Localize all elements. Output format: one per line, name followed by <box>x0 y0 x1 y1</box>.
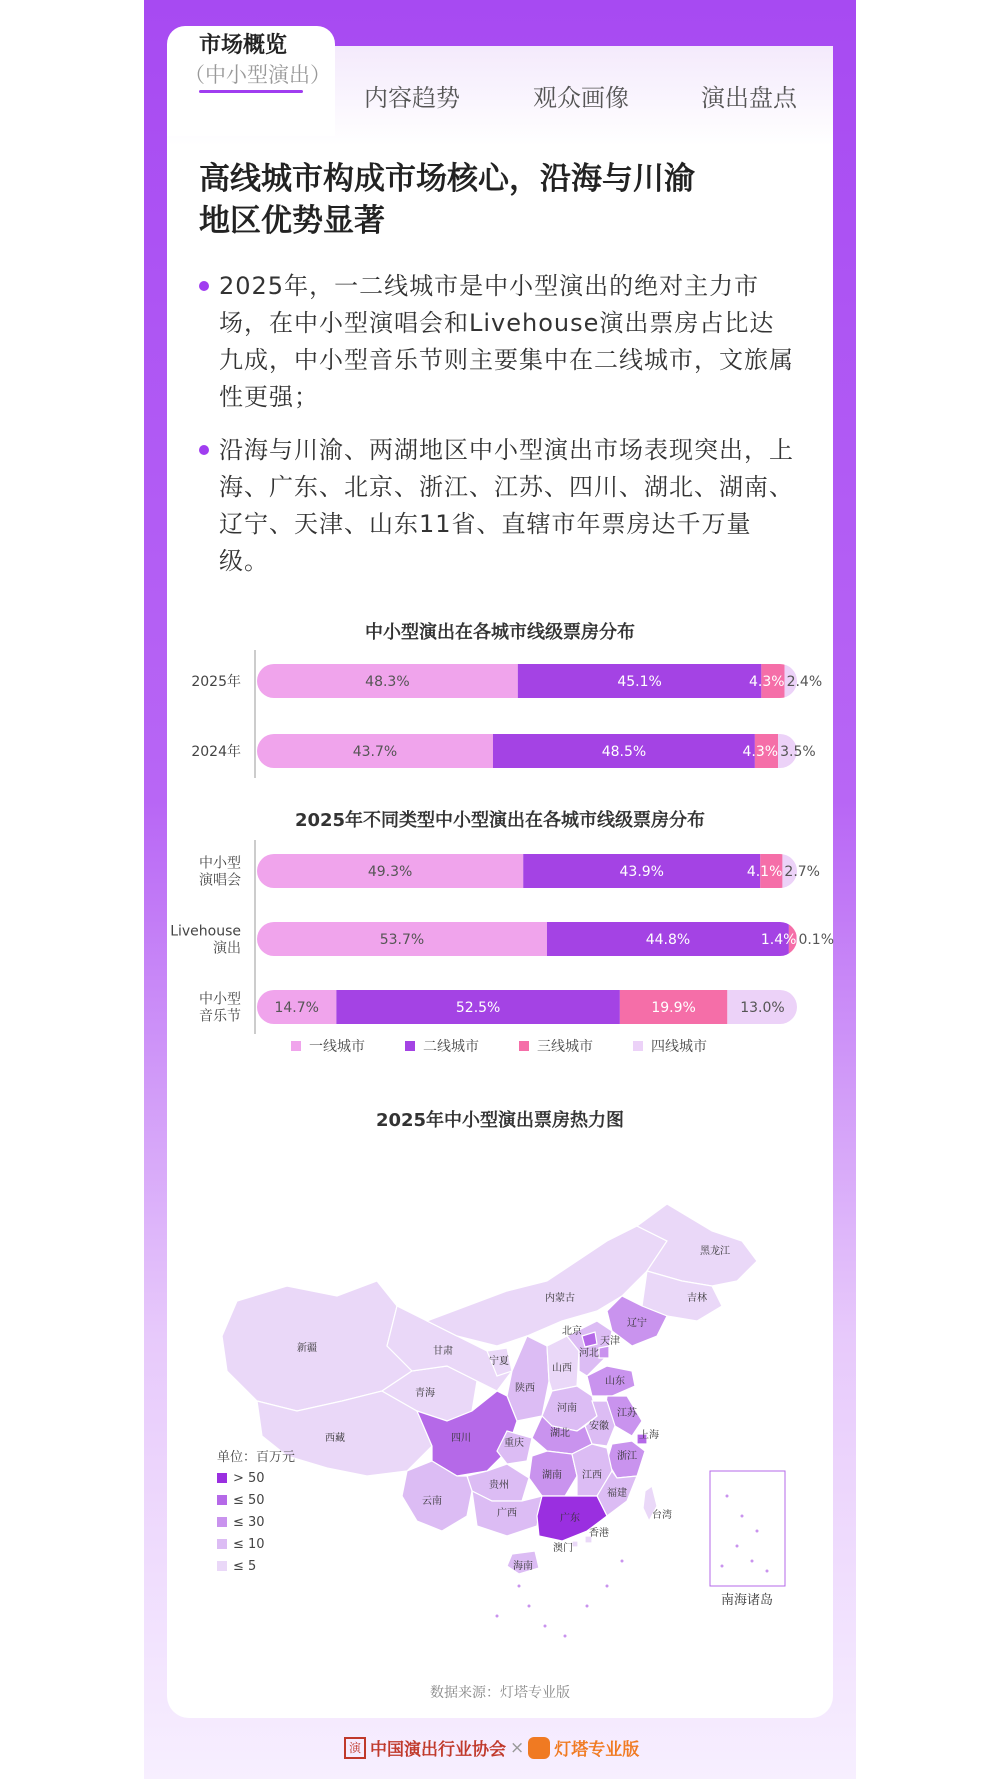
map-label: 天津 <box>600 1336 620 1347</box>
island-dot <box>741 1515 744 1518</box>
chart-title: 2025年中小型演出票房热力图 <box>375 1110 625 1131</box>
chart-title: 中小型演出在各城市线级票房分布 <box>365 622 635 643</box>
category-label: 音乐节 <box>199 1008 241 1025</box>
map-region-陕西 <box>507 1336 549 1421</box>
data-label: 48.3% <box>365 674 410 690</box>
data-label: 3.5% <box>780 744 816 760</box>
map-label: 河南 <box>557 1403 577 1414</box>
island-dot <box>736 1545 739 1548</box>
page-title <box>199 158 799 242</box>
map-label: 香港 <box>589 1528 609 1539</box>
tab-label: 市场概览 <box>199 33 288 58</box>
data-label: 4.3% <box>749 674 785 690</box>
data-label: 43.9% <box>619 864 664 880</box>
tab-market-overview[interactable] <box>167 26 335 136</box>
legend-label: ≤ 5 <box>233 1559 257 1574</box>
island-dot <box>518 1585 521 1588</box>
map-label: 北京 <box>562 1326 582 1337</box>
map-legend-item <box>217 1471 295 1493</box>
map-label: 河北 <box>579 1348 599 1359</box>
data-source: 数据来源：灯塔专业版 <box>430 1685 570 1701</box>
category-label: 中小型 <box>199 855 241 872</box>
bullet-text: 沿海与川渝、两湖地区中小型演出市场表现突出，上海、广东、北京、浙江、江苏、四川、湖北、湖南、辽宁、天津、山东11省、直辖市年票房达千万量级。 <box>219 436 794 575</box>
map-legend-item <box>217 1515 295 1537</box>
map-legend-item <box>217 1537 295 1559</box>
tab-content-trends[interactable]: 内容趋势 <box>364 84 460 112</box>
legend-label: ≤ 50 <box>233 1493 265 1508</box>
active-tab-indicator <box>199 90 303 93</box>
legend-swatch <box>217 1495 227 1505</box>
bar-row <box>257 734 797 768</box>
island-dot <box>726 1495 729 1498</box>
data-label: 4.1% <box>746 864 783 880</box>
island-dot <box>756 1530 759 1533</box>
legend-swatch <box>217 1473 227 1483</box>
legend-label: 一线城市 <box>309 1039 365 1055</box>
data-label: 14.7% <box>274 1000 319 1016</box>
map-label: 浙江 <box>617 1451 637 1462</box>
map-label: 广西 <box>497 1508 517 1519</box>
legend-swatch <box>217 1539 227 1549</box>
title-line: 高线城市构成市场核心，沿海与川渝 <box>199 161 695 197</box>
legend-swatch <box>519 1041 529 1051</box>
map-label: 贵州 <box>489 1480 509 1491</box>
association-name: 中国演出行业协会 <box>370 1740 506 1760</box>
bullet-dot-icon <box>199 281 209 291</box>
legend-label: > 50 <box>233 1471 265 1486</box>
map-label: 湖南 <box>542 1470 562 1481</box>
title-line: 地区优势显著 <box>199 203 385 239</box>
legend-item <box>291 1036 365 1056</box>
legend-swatch <box>217 1517 227 1527</box>
data-label: 49.3% <box>367 864 413 880</box>
map-label: 宁夏 <box>489 1356 509 1367</box>
bar-segment <box>796 922 797 956</box>
category-label: Livehouse <box>170 923 241 940</box>
inset-frame <box>710 1471 785 1586</box>
island-dot <box>751 1560 754 1563</box>
legend-swatch <box>217 1561 227 1571</box>
partner-name: 灯塔专业版 <box>554 1740 640 1760</box>
legend-label: 四线城市 <box>651 1039 707 1055</box>
category-label: 2025年 <box>191 674 241 690</box>
tab-sublabel: （中小型演出） <box>184 63 331 87</box>
data-label: 52.5% <box>455 1000 501 1016</box>
data-label: 45.1% <box>617 674 662 690</box>
legend-item <box>405 1036 479 1056</box>
map-label: 青海 <box>415 1388 435 1399</box>
chart-type-tier-distribution <box>167 836 833 1040</box>
map-label: 陕西 <box>515 1383 535 1394</box>
map-legend-item <box>217 1559 295 1581</box>
map-label: 黑龙江 <box>700 1246 730 1257</box>
bullet-item <box>199 268 799 416</box>
map-unit-label: 单位：百万元 <box>217 1450 296 1465</box>
legend-label: ≤ 10 <box>233 1537 265 1552</box>
map-label: 辽宁 <box>627 1318 647 1329</box>
tab-show-review[interactable]: 演出盘点 <box>701 84 797 112</box>
tab-audience-profile[interactable]: 观众画像 <box>533 84 629 112</box>
map-legend-item <box>217 1493 295 1515</box>
association-seal-icon: 演 <box>344 1737 366 1759</box>
map-label: 四川 <box>451 1433 471 1444</box>
map-label: 甘肃 <box>433 1346 453 1357</box>
category-label: 演唱会 <box>199 872 241 889</box>
data-label: 48.5% <box>601 744 647 760</box>
map-label: 福建 <box>607 1488 627 1499</box>
bar-row <box>257 664 798 698</box>
data-label: 2.4% <box>786 674 823 690</box>
map-label: 山西 <box>552 1363 572 1374</box>
map-label: 湖北 <box>550 1428 570 1439</box>
map-label: 广东 <box>560 1513 580 1524</box>
map-label: 台湾 <box>652 1510 672 1521</box>
island-dot <box>528 1605 531 1608</box>
map-label: 新疆 <box>297 1343 317 1354</box>
legend-label: ≤ 30 <box>233 1515 265 1530</box>
content-card <box>167 33 835 1718</box>
inset-label: 南海诸岛 <box>720 1593 774 1608</box>
data-label: 2.7% <box>784 864 820 880</box>
data-label: 1.4% <box>760 932 797 948</box>
island-dot <box>721 1565 724 1568</box>
map-region-天津 <box>599 1346 609 1358</box>
data-label: 19.9% <box>651 1000 696 1016</box>
bar-row <box>257 854 797 888</box>
legend-item <box>519 1036 593 1056</box>
bar-row <box>257 990 798 1024</box>
legend-swatch <box>633 1041 643 1051</box>
map-label: 云南 <box>422 1496 442 1507</box>
island-dot <box>496 1615 499 1618</box>
island-dot <box>544 1625 547 1628</box>
map-label: 江西 <box>582 1470 602 1481</box>
legend-label: 三线城市 <box>537 1039 593 1055</box>
chart-legend <box>167 1036 833 1060</box>
data-label: 13.0% <box>740 1000 785 1016</box>
tab-bar <box>167 33 833 146</box>
data-label: 53.7% <box>379 932 425 948</box>
separator: × <box>510 1737 525 1758</box>
data-label: 44.8% <box>645 932 691 948</box>
island-dot <box>586 1605 589 1608</box>
map-label: 安徽 <box>589 1421 609 1432</box>
bullet-text: 2025年，一二线城市是中小型演出的绝对主力市场，在中小型演唱会和Livehouse演出票房占比达九成，中小型音乐节则主要集中在二线城市，文旅属性更强； <box>219 272 794 411</box>
map-label: 重庆 <box>504 1438 524 1449</box>
map-legend <box>217 1446 295 1581</box>
map-label: 澳门 <box>553 1543 573 1554</box>
map-label: 海南 <box>513 1561 533 1572</box>
category-label: 2024年 <box>191 744 241 760</box>
legend-swatch <box>405 1041 415 1051</box>
island-dot <box>766 1570 769 1573</box>
map-label: 上海 <box>639 1430 659 1441</box>
legend-item <box>633 1036 707 1056</box>
map-label: 内蒙古 <box>545 1293 575 1304</box>
footer-logos <box>344 1735 664 1765</box>
island-dot <box>621 1560 624 1563</box>
chart-title: 2025年不同类型中小型演出在各城市线级票房分布 <box>294 810 706 831</box>
heat-map <box>167 1186 833 1686</box>
legend-swatch <box>291 1041 301 1051</box>
bullet-dot-icon <box>199 445 209 455</box>
island-dot <box>606 1585 609 1588</box>
data-label: 0.1% <box>798 932 835 948</box>
map-label: 西藏 <box>325 1433 345 1444</box>
category-label: 中小型 <box>199 991 241 1008</box>
map-label: 吉林 <box>687 1293 707 1304</box>
map-label: 山东 <box>605 1376 625 1387</box>
bar-row <box>257 922 797 956</box>
category-label: 演出 <box>213 940 241 957</box>
island-dot <box>564 1635 567 1638</box>
bullet-item <box>199 432 799 580</box>
data-label: 4.3% <box>742 744 779 760</box>
data-label: 43.7% <box>352 744 398 760</box>
legend-label: 二线城市 <box>423 1039 479 1055</box>
map-label: 江苏 <box>617 1408 637 1419</box>
dengta-logo-icon <box>528 1737 550 1759</box>
